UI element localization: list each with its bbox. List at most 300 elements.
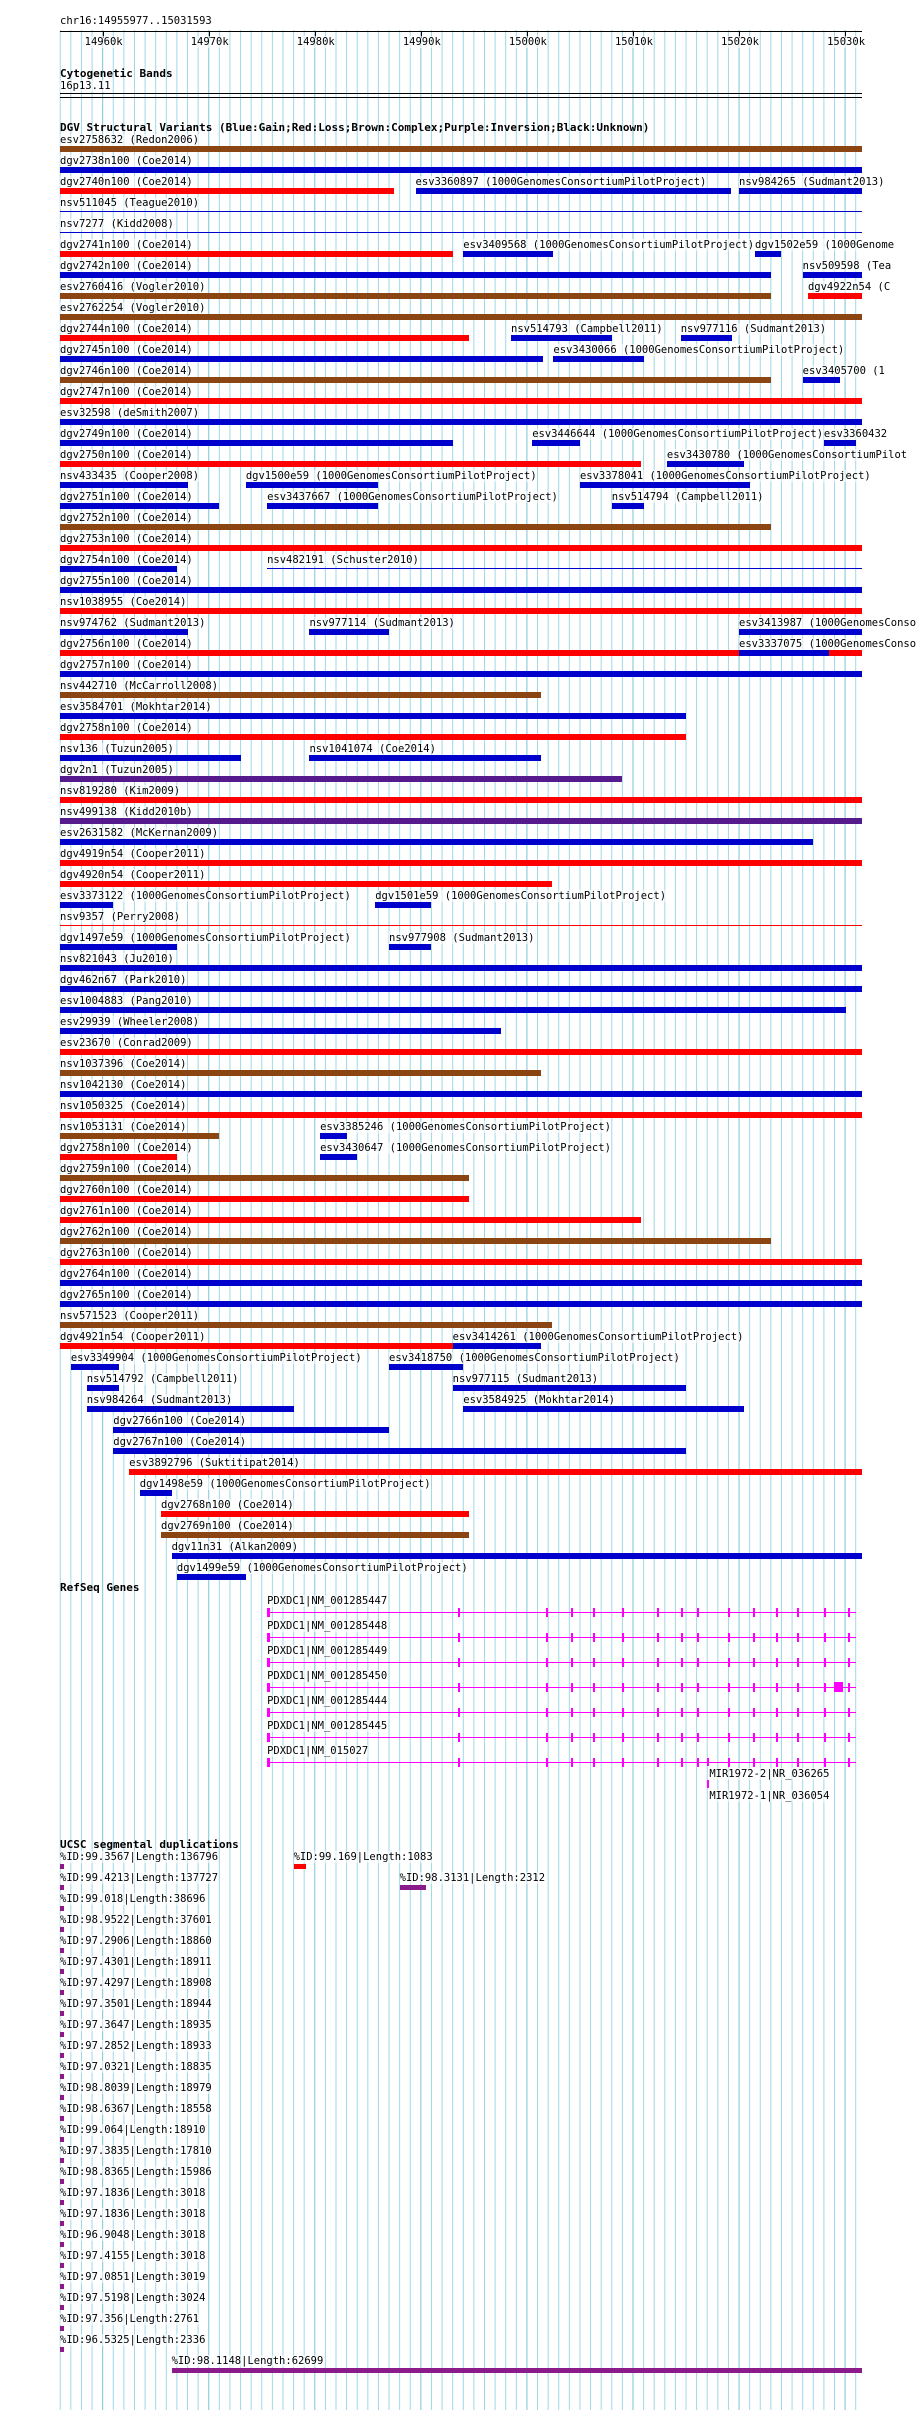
sv-bar bbox=[667, 461, 744, 467]
gene-exon bbox=[458, 1708, 460, 1717]
sv-label: nsv1053131 (Coe2014) bbox=[60, 1121, 187, 1133]
sv-bar bbox=[60, 1238, 771, 1244]
gene-exon bbox=[681, 1708, 683, 1717]
gene-intron-line bbox=[267, 1737, 856, 1738]
gene-exon bbox=[546, 1658, 548, 1667]
gene-exon bbox=[593, 1608, 595, 1617]
sv-bar bbox=[60, 1217, 641, 1223]
refseq-title: RefSeq Genes bbox=[60, 1581, 140, 1594]
sv-label: esv3413987 (1000GenomesConso bbox=[739, 617, 916, 629]
sv-label: nsv433435 (Cooper2008) bbox=[60, 470, 200, 482]
sv-label: esv3418750 (1000GenomesConsortiumPilotProject) bbox=[389, 1352, 680, 1364]
segdup-label: %ID:97.5198|Length:3024 bbox=[60, 2292, 206, 2304]
sv-label: esv2758632 (Redon2006) bbox=[60, 134, 200, 146]
gene-label: PDXDC1|NM_001285447 bbox=[267, 1595, 388, 1607]
sv-bar bbox=[511, 335, 612, 341]
segdup-bar bbox=[60, 1906, 64, 1911]
sv-bar bbox=[113, 1448, 686, 1454]
gene-exon bbox=[458, 1608, 460, 1617]
sv-bar bbox=[60, 419, 862, 425]
gene-exon bbox=[776, 1708, 778, 1717]
sv-label: esv3378041 (1000GenomesConsortiumPilotProject) bbox=[579, 470, 871, 482]
sv-label: dgv2769n100 (Coe2014) bbox=[161, 1520, 294, 1532]
sv-bar bbox=[60, 1028, 501, 1034]
sv-label: esv3385246 (1000GenomesConsortiumPilotProject) bbox=[320, 1121, 611, 1133]
segdup-label: %ID:99.018|Length:38696 bbox=[60, 1893, 206, 1905]
segdup-bar bbox=[60, 2347, 64, 2352]
gene-exon bbox=[622, 1608, 624, 1617]
segdup-bar bbox=[60, 2305, 64, 2310]
sv-label: nsv984265 (Sudmant2013) bbox=[739, 176, 885, 188]
sv-label: nsv7277 (Kidd2008) bbox=[60, 218, 174, 230]
segdup-bar bbox=[60, 2158, 64, 2163]
sv-label: dgv11n31 (Alkan2009) bbox=[171, 1541, 299, 1553]
gene-exon bbox=[681, 1733, 683, 1742]
gene-exon bbox=[824, 1608, 826, 1617]
segdup-label: %ID:97.2852|Length:18933 bbox=[60, 2040, 212, 2052]
gene-intron-line bbox=[267, 1637, 856, 1638]
gene-intron-line bbox=[267, 1662, 856, 1663]
gene-exon bbox=[681, 1608, 683, 1617]
sv-bar bbox=[60, 818, 862, 824]
sv-label: dgv2745n100 (Coe2014) bbox=[60, 344, 193, 356]
sv-bar bbox=[60, 167, 862, 173]
segdup-label: %ID:97.0851|Length:3019 bbox=[60, 2271, 206, 2283]
gene-label: PDXDC1|NM_001285449 bbox=[267, 1645, 388, 1657]
gene-exon bbox=[458, 1758, 460, 1767]
sv-bar bbox=[803, 377, 840, 383]
sv-bar bbox=[60, 503, 219, 509]
sv-bar bbox=[60, 1049, 862, 1055]
gene-exon bbox=[622, 1708, 624, 1717]
gene-exon bbox=[797, 1758, 799, 1767]
sv-label: dgv2753n100 (Coe2014) bbox=[60, 533, 193, 545]
gene-exon bbox=[797, 1633, 799, 1642]
sv-label: dgv2768n100 (Coe2014) bbox=[161, 1499, 294, 1511]
gene-label: PDXDC1|NM_001285444 bbox=[267, 1695, 388, 1707]
sv-label: dgv1502e59 (1000Genome bbox=[754, 239, 895, 251]
ruler-tick-label: 14980k bbox=[296, 36, 335, 48]
segdup-label: %ID:97.4301|Length:18911 bbox=[60, 1956, 212, 1968]
gene-exon bbox=[267, 1758, 270, 1767]
gene-exon bbox=[571, 1608, 573, 1617]
sv-bar bbox=[60, 293, 771, 299]
sv-label: esv3405700 (1 bbox=[802, 365, 885, 377]
ruler-tick-label: 14960k bbox=[84, 36, 123, 48]
ruler-tick-label: 15020k bbox=[721, 36, 759, 48]
sv-label: dgv2767n100 (Coe2014) bbox=[113, 1436, 247, 1448]
sv-bar bbox=[60, 1280, 862, 1286]
gene-exon bbox=[824, 1633, 826, 1642]
sv-label: dgv2738n100 (Coe2014) bbox=[60, 155, 193, 167]
gene-exon bbox=[824, 1708, 826, 1717]
gene-exon bbox=[657, 1758, 659, 1767]
sv-bar bbox=[60, 608, 862, 614]
gene-exon bbox=[657, 1658, 659, 1667]
sv-bar bbox=[60, 545, 862, 551]
gene-exon bbox=[546, 1758, 548, 1767]
sv-bar bbox=[389, 944, 431, 950]
gene-exon bbox=[593, 1683, 595, 1692]
segdup-label: %ID:98.6367|Length:18558 bbox=[60, 2103, 212, 2115]
sv-label: esv23670 (Conrad2009) bbox=[60, 1037, 193, 1049]
gene-exon bbox=[728, 1733, 730, 1742]
gene-exon bbox=[458, 1683, 460, 1692]
gene-exon bbox=[593, 1658, 595, 1667]
segdup-bar bbox=[60, 2221, 64, 2226]
mirna-mark bbox=[707, 1780, 709, 1788]
sv-label: nsv1037396 (Coe2014) bbox=[60, 1058, 187, 1070]
segdup-label: %ID:97.2906|Length:18860 bbox=[60, 1935, 212, 1947]
sv-label: nsv819280 (Kim2009) bbox=[60, 785, 181, 797]
sv-bar bbox=[553, 356, 643, 362]
sv-bar bbox=[60, 461, 641, 467]
sv-bar bbox=[60, 398, 862, 404]
segdup-label: %ID:98.8365|Length:15986 bbox=[60, 2166, 212, 2178]
gene-exon bbox=[824, 1758, 826, 1767]
sv-label: esv3892796 (Suktitipat2014) bbox=[129, 1457, 300, 1469]
segdup-bar bbox=[60, 1969, 64, 1974]
sv-bar bbox=[739, 650, 829, 656]
sv-label: nsv821043 (Ju2010) bbox=[60, 953, 174, 965]
sv-label: nsv977116 (Sudmant2013) bbox=[680, 323, 827, 335]
mirna-label: MIR1972-2|NR_036265 bbox=[709, 1768, 830, 1780]
gene-exon bbox=[571, 1683, 573, 1692]
gene-exon bbox=[797, 1683, 799, 1692]
sv-label: nsv977115 (Sudmant2013) bbox=[452, 1373, 599, 1385]
sv-label: esv2631582 (McKernan2009) bbox=[60, 827, 219, 839]
gene-exon bbox=[753, 1608, 755, 1617]
gene-exon bbox=[546, 1733, 548, 1742]
ruler-tick-label: 15000k bbox=[508, 36, 547, 48]
sv-bar bbox=[177, 1574, 246, 1580]
sv-bar bbox=[60, 986, 862, 992]
gene-exon bbox=[753, 1633, 755, 1642]
sv-label: dgv1498e59 (1000GenomesConsortiumPilotProject) bbox=[139, 1478, 431, 1490]
sv-label: dgv2763n100 (Coe2014) bbox=[60, 1247, 193, 1259]
gene-intron-line bbox=[267, 1687, 856, 1688]
sv-label: dgv2764n100 (Coe2014) bbox=[60, 1268, 193, 1280]
gene-exon bbox=[593, 1633, 595, 1642]
segdup-bar bbox=[60, 1927, 64, 1932]
gene-exon bbox=[776, 1758, 778, 1767]
gene-label: PDXDC1|NM_001285448 bbox=[267, 1620, 388, 1632]
gene-exon bbox=[657, 1683, 659, 1692]
sv-bar bbox=[389, 1364, 463, 1370]
gene-exon bbox=[697, 1708, 699, 1717]
sv-label: nsv571523 (Cooper2011) bbox=[60, 1310, 200, 1322]
gene-exon bbox=[697, 1608, 699, 1617]
gene-exon bbox=[546, 1683, 548, 1692]
segdup-bar bbox=[60, 2095, 64, 2100]
sv-bar bbox=[824, 440, 856, 446]
sv-label: dgv2747n100 (Coe2014) bbox=[60, 386, 193, 398]
segdup-label: %ID:98.3131|Length:2312 bbox=[399, 1872, 546, 1884]
sv-label: dgv4922n54 (C bbox=[807, 281, 891, 293]
gene-exon bbox=[571, 1733, 573, 1742]
gene-exon bbox=[593, 1733, 595, 1742]
gene-exon bbox=[681, 1658, 683, 1667]
gene-exon bbox=[776, 1658, 778, 1667]
sv-label: dgv2751n100 (Coe2014) bbox=[60, 491, 193, 503]
gene-exon bbox=[571, 1658, 573, 1667]
sv-bar bbox=[87, 1406, 294, 1412]
mirna-mark bbox=[707, 1758, 709, 1766]
sv-label: dgv2755n100 (Coe2014) bbox=[60, 575, 193, 587]
sv-label: nsv509598 (Tea bbox=[802, 260, 892, 272]
gene-exon bbox=[267, 1733, 270, 1742]
sv-bar bbox=[60, 1322, 552, 1328]
sv-label: dgv2740n100 (Coe2014) bbox=[60, 176, 193, 188]
sv-label: esv3360897 (1000GenomesConsortiumPilotProject) bbox=[415, 176, 707, 188]
segdup-label: %ID:99.4213|Length:137727 bbox=[60, 1872, 219, 1884]
sv-label: nsv1041074 (Coe2014) bbox=[309, 743, 436, 755]
gene-exon bbox=[593, 1758, 595, 1767]
sv-bar bbox=[681, 335, 732, 341]
sv-bar bbox=[60, 692, 541, 698]
sv-label: esv2762254 (Vogler2010) bbox=[60, 302, 206, 314]
sv-bar bbox=[60, 1301, 862, 1307]
sv-bar bbox=[309, 629, 389, 635]
sv-label: dgv2757n100 (Coe2014) bbox=[60, 659, 193, 671]
gene-exon bbox=[848, 1658, 850, 1667]
sv-label: dgv2761n100 (Coe2014) bbox=[60, 1205, 193, 1217]
gene-exon bbox=[728, 1608, 730, 1617]
sv-bar bbox=[309, 755, 540, 761]
sv-label: dgv2766n100 (Coe2014) bbox=[113, 1415, 247, 1427]
ruler-axis bbox=[60, 31, 862, 32]
sv-bar bbox=[808, 293, 862, 299]
gene-exon bbox=[571, 1633, 573, 1642]
sv-bar bbox=[60, 1154, 177, 1160]
sv-label: esv3446644 (1000GenomesConsortiumPilotProject) bbox=[532, 428, 824, 440]
gene-exon bbox=[824, 1683, 826, 1692]
sv-label: dgv2746n100 (Coe2014) bbox=[60, 365, 193, 377]
sv-bar bbox=[60, 902, 113, 908]
sv-bar bbox=[113, 1427, 389, 1433]
gene-exon bbox=[848, 1708, 850, 1717]
gene-exon bbox=[267, 1633, 270, 1642]
cytoband-bar-lower bbox=[60, 97, 862, 98]
sv-bar bbox=[453, 1385, 686, 1391]
sv-label: dgv1497e59 (1000GenomesConsortiumPilotProject) bbox=[60, 932, 351, 944]
gene-exon bbox=[697, 1658, 699, 1667]
sv-bar bbox=[140, 1490, 172, 1496]
sv-bar bbox=[60, 755, 241, 761]
sv-bar bbox=[87, 1385, 119, 1391]
segdup-bar bbox=[400, 1885, 427, 1890]
segdup-label: %ID:99.169|Length:1083 bbox=[293, 1851, 433, 1863]
sv-label: dgv2741n100 (Coe2014) bbox=[60, 239, 193, 251]
segdup-label: %ID:99.064|Length:18910 bbox=[60, 2124, 206, 2136]
gene-exon bbox=[728, 1658, 730, 1667]
segdup-bar bbox=[60, 2116, 64, 2121]
sv-label: esv3360432 bbox=[823, 428, 888, 440]
sv-label: nsv514794 (Campbell2011) bbox=[611, 491, 764, 503]
gene-exon bbox=[681, 1683, 683, 1692]
segdup-bar bbox=[60, 2074, 64, 2079]
sv-label: dgv2765n100 (Coe2014) bbox=[60, 1289, 193, 1301]
sv-label: dgv2750n100 (Coe2014) bbox=[60, 449, 193, 461]
sv-bar bbox=[60, 860, 862, 866]
sv-label: dgv2754n100 (Coe2014) bbox=[60, 554, 193, 566]
sv-bar bbox=[161, 1532, 469, 1538]
sv-label: dgv2752n100 (Coe2014) bbox=[60, 512, 193, 524]
sv-bar bbox=[60, 1112, 862, 1118]
sv-label: esv2760416 (Vogler2010) bbox=[60, 281, 206, 293]
segdup-bar bbox=[60, 2200, 64, 2205]
sv-label: dgv4919n54 (Cooper2011) bbox=[60, 848, 206, 860]
sv-bar bbox=[60, 440, 453, 446]
gene-exon bbox=[697, 1733, 699, 1742]
sv-bar bbox=[129, 1469, 862, 1475]
gene-exon bbox=[848, 1633, 850, 1642]
sv-bar bbox=[60, 881, 552, 887]
segdup-label: %ID:98.9522|Length:37601 bbox=[60, 1914, 212, 1926]
gene-exon bbox=[458, 1658, 460, 1667]
segdup-bar bbox=[60, 2053, 64, 2058]
dgv-title: DGV Structural Variants (Blue:Gain;Red:Loss;Brown:Complex;Purple:Inversion;Black:Unknown) bbox=[60, 121, 650, 134]
gene-exon bbox=[571, 1758, 573, 1767]
gene-exon bbox=[622, 1633, 624, 1642]
sv-label: nsv136 (Tuzun2005) bbox=[60, 743, 174, 755]
sv-bar bbox=[60, 1091, 862, 1097]
sv-label: dgv2n1 (Tuzun2005) bbox=[60, 764, 174, 776]
sv-label: dgv462n67 (Park2010) bbox=[60, 974, 187, 986]
gene-exon bbox=[657, 1608, 659, 1617]
gene-exon bbox=[622, 1733, 624, 1742]
gene-exon bbox=[267, 1708, 270, 1717]
sv-label: esv32598 (deSmith2007) bbox=[60, 407, 200, 419]
sv-bar bbox=[463, 1406, 744, 1412]
sv-bar bbox=[375, 902, 431, 908]
ruler-tick-label: 15030k bbox=[827, 36, 866, 48]
sv-bar bbox=[60, 146, 862, 152]
sv-bar bbox=[60, 1259, 862, 1265]
sv-bar bbox=[60, 232, 862, 233]
gene-exon bbox=[797, 1708, 799, 1717]
sv-bar bbox=[60, 1175, 469, 1181]
sv-label: nsv9357 (Perry2008) bbox=[60, 911, 181, 923]
sv-bar bbox=[71, 1364, 119, 1370]
segdup-bar bbox=[60, 2284, 64, 2289]
ruler-tick-label: 14970k bbox=[190, 36, 229, 48]
sv-label: dgv2760n100 (Coe2014) bbox=[60, 1184, 193, 1196]
sv-bar bbox=[60, 188, 394, 194]
gene-exon bbox=[657, 1708, 659, 1717]
sv-bar bbox=[172, 1553, 862, 1559]
gene-exon bbox=[622, 1658, 624, 1667]
sv-bar bbox=[60, 1343, 453, 1349]
gene-exon bbox=[546, 1708, 548, 1717]
segdup-label: %ID:97.1836|Length:3018 bbox=[60, 2187, 206, 2199]
sv-label: nsv977908 (Sudmant2013) bbox=[389, 932, 535, 944]
sv-label: nsv442710 (McCarroll2008) bbox=[60, 680, 219, 692]
gene-exon bbox=[848, 1758, 850, 1767]
gene-exon bbox=[657, 1633, 659, 1642]
sv-label: dgv2744n100 (Coe2014) bbox=[60, 323, 193, 335]
gene-exon bbox=[267, 1608, 270, 1617]
sv-label: dgv2749n100 (Coe2014) bbox=[60, 428, 193, 440]
cytoband-label: 16p13.11 bbox=[60, 80, 111, 92]
gene-exon bbox=[267, 1658, 270, 1667]
gene-exon bbox=[728, 1708, 730, 1717]
gene-exon bbox=[571, 1708, 573, 1717]
sv-bar bbox=[755, 251, 782, 257]
sv-bar bbox=[60, 272, 771, 278]
sv-label: dgv2762n100 (Coe2014) bbox=[60, 1226, 193, 1238]
sv-label: esv3430647 (1000GenomesConsortiumPilotProject) bbox=[320, 1142, 611, 1154]
gene-exon bbox=[753, 1683, 755, 1692]
ruler-tick-label: 14990k bbox=[402, 36, 441, 48]
sv-bar bbox=[739, 629, 862, 635]
gene-exon bbox=[753, 1658, 755, 1667]
segdup-bar bbox=[60, 1885, 64, 1890]
gene-exon bbox=[797, 1608, 799, 1617]
segdup-label: %ID:97.1836|Length:3018 bbox=[60, 2208, 206, 2220]
gene-exon bbox=[622, 1683, 624, 1692]
segdup-bar bbox=[60, 2011, 64, 2016]
sv-bar bbox=[267, 568, 862, 569]
sv-label: esv3430066 (1000GenomesConsortiumPilotProject) bbox=[553, 344, 845, 356]
sv-bar bbox=[60, 1007, 846, 1013]
gene-exon bbox=[753, 1758, 755, 1767]
sv-label: nsv1050325 (Coe2014) bbox=[60, 1100, 187, 1112]
sv-bar bbox=[60, 734, 686, 740]
segdup-label: %ID:97.4155|Length:3018 bbox=[60, 2250, 206, 2262]
sv-bar bbox=[60, 1196, 469, 1202]
sv-label: esv3414261 (1000GenomesConsortiumPilotProject) bbox=[452, 1331, 744, 1343]
sv-label: dgv1500e59 (1000GenomesConsortiumPilotProject) bbox=[245, 470, 537, 482]
gene-exon bbox=[728, 1633, 730, 1642]
sv-label: esv29939 (Wheeler2008) bbox=[60, 1016, 200, 1028]
sv-label: dgv2758n100 (Coe2014) bbox=[60, 722, 193, 734]
segdup-bar bbox=[60, 2263, 64, 2268]
sv-bar bbox=[739, 188, 862, 194]
sv-bar bbox=[60, 377, 771, 383]
mirna-label: MIR1972-1|NR_036054 bbox=[709, 1790, 830, 1802]
gene-exon bbox=[728, 1683, 730, 1692]
sv-label: esv3437667 (1000GenomesConsortiumPilotProject) bbox=[267, 491, 558, 503]
sv-bar bbox=[246, 482, 379, 488]
cytoband-title: Cytogenetic Bands bbox=[60, 67, 173, 80]
sv-bar bbox=[320, 1154, 357, 1160]
sv-label: dgv2756n100 (Coe2014) bbox=[60, 638, 193, 650]
sv-bar bbox=[60, 314, 862, 320]
segdup-bar bbox=[60, 2179, 64, 2184]
sv-label: nsv1038955 (Coe2014) bbox=[60, 596, 187, 608]
gene-intron-line bbox=[267, 1612, 856, 1613]
gene-exon bbox=[546, 1608, 548, 1617]
gene-exon bbox=[824, 1658, 826, 1667]
sv-label: nsv1042130 (Coe2014) bbox=[60, 1079, 187, 1091]
sv-bar bbox=[60, 797, 862, 803]
sv-bar bbox=[161, 1511, 469, 1517]
segdup-bar bbox=[60, 2137, 64, 2142]
sv-bar bbox=[453, 1343, 541, 1349]
gene-intron-line bbox=[267, 1712, 856, 1713]
sv-label: nsv977114 (Sudmant2013) bbox=[309, 617, 455, 629]
sv-label: esv3337075 (1000GenomesConso bbox=[739, 638, 916, 650]
sv-bar bbox=[60, 566, 177, 572]
ruler-tick-label: 15010k bbox=[614, 36, 653, 48]
gene-exon bbox=[848, 1733, 850, 1742]
segdup-label: %ID:97.356|Length:2761 bbox=[60, 2313, 200, 2325]
gene-exon bbox=[593, 1708, 595, 1717]
gene-exon bbox=[776, 1683, 778, 1692]
segdup-bar bbox=[60, 2242, 64, 2247]
gene-exon bbox=[824, 1733, 826, 1742]
